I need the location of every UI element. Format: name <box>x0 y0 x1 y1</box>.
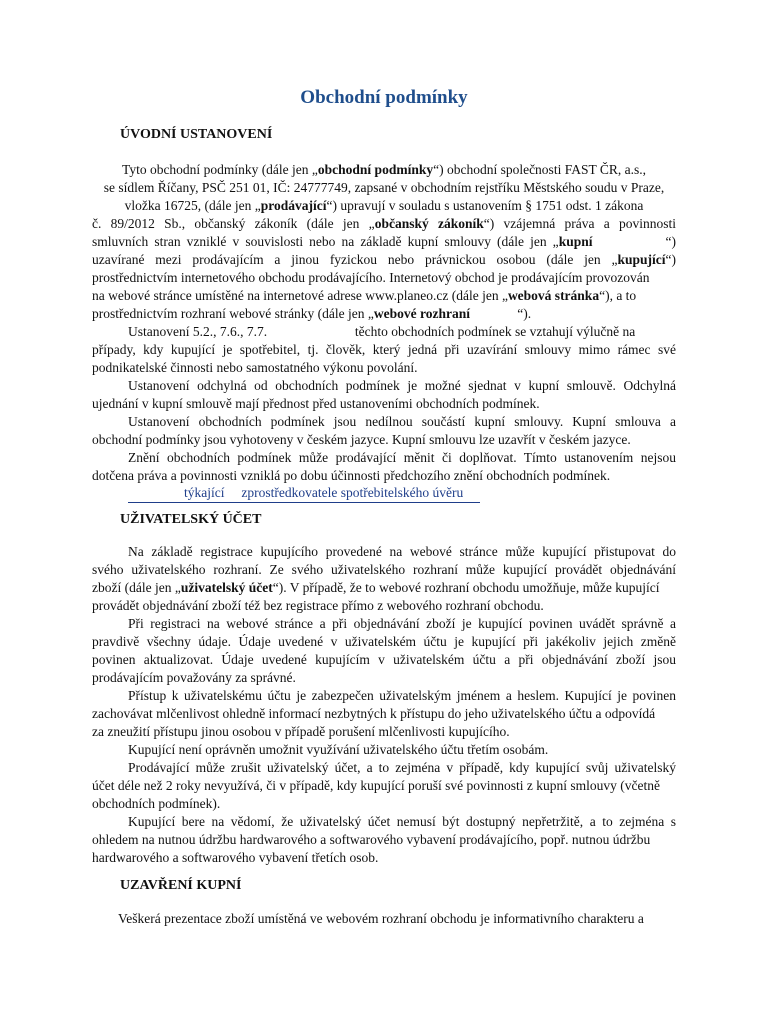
paragraph-line: uzavírané mezi prodávajícím a jinou fyzickou nebo právnickou osobou (dále jen „kupující“) <box>92 252 676 267</box>
paragraph-line: případy, kdy kupující je spotřebitel, tj. člověk, který jedná při uzavírání smlouvy mimo rámec své <box>92 342 676 357</box>
paragraph-line: podnikatelské činnosti nebo samostatného výkonu povolání. <box>92 360 418 375</box>
paragraph-line: zachovávat mlčenlivost ohledně informací nezbytných k přístupu do jeho uživatelského účtu a odpovídá <box>92 706 656 721</box>
paragraph-line: Kupující bere na vědomí, že uživatelský účet nemusí být dostupný nepřetržitě, a to zejména s <box>128 814 676 829</box>
section-heading-uzavreni-kupni: UZAVŘENÍ KUPNÍ <box>120 878 242 893</box>
section-heading-uvodni-ustanoveni: ÚVODNÍ USTANOVENÍ <box>120 127 273 142</box>
paragraph-line: hardwarového a softwarového vybavení třetích osob. <box>92 850 379 865</box>
paragraph-line: na webové stránce umístěné na internetové adrese www.planeo.cz (dále jen „webová stránka“), a to <box>92 288 637 303</box>
paragraph-line: Ustanovení obchodních podmínek jsou nedílnou součástí kupní smlouvy. Kupní smlouva a <box>128 414 676 429</box>
paragraph-line: vložka 16725, (dále jen „prodávající“) upravují v souladu s ustanovením § 1751 odst. 1 zákona <box>124 198 644 213</box>
section-heading-uzivatelsky-ucet: UŽIVATELSKÝ ÚČET <box>120 512 262 527</box>
paragraph-line: č. 89/2012 Sb., občanský zákoník (dále jen „občanský zákoník“) vzájemná práva a povinnosti <box>92 216 676 231</box>
paragraph-line: smluvních stran vzniklé v souvislosti nebo na základě kupní smlouvy (dále jen „kupní “) <box>92 234 676 249</box>
paragraph-line: Ustanovení odchylná od obchodních podmínek je možné sjednat v kupní smlouvě. Odchylná <box>128 378 676 393</box>
paragraph-line: Tyto obchodní podmínky (dále jen „obchodní podmínky“) obchodní společnosti FAST ČR, a.s., <box>122 162 646 177</box>
paragraph-line: ohledem na nutnou údržbu hardwarového a softwarového vybavení prodávajícího, popř. nutnou údržbu <box>92 832 651 847</box>
paragraph-line: prostřednictvím rozhraní webové stránky (dále jen „webové rozhraní “). <box>92 306 532 321</box>
paragraph-line: obchodní podmínky jsou vyhotoveny v českém jazyce. Kupní smlouvu lze uzavřít v českém jazyce. <box>92 432 631 447</box>
paragraph-line: ujednání v kupní smlouvě mají přednost před ustanoveními obchodních podmínek. <box>92 396 540 411</box>
paragraph-line: dotčena práva a povinnosti vzniklá po dobu účinnosti předchozího znění obchodních podmínek. <box>92 468 611 483</box>
paragraph-line: Na základě registrace kupujícího provedené na webové stránce může kupující přistupovat do <box>128 544 676 559</box>
paragraph-line: Prodávající může zrušit uživatelský účet, a to zejména v případě, kdy kupující svůj uživatelský <box>128 760 676 775</box>
paragraph-line: Přístup k uživatelskému účtu je zabezpečen uživatelským jménem a heslem. Kupující je povinen <box>128 688 676 703</box>
paragraph-line: prodávajícím považovány za správné. <box>92 670 296 685</box>
paragraph-line: Kupující není oprávněn umožnit využívání uživatelského účtu třetím osobám. <box>128 742 549 757</box>
paragraph-line: Znění obchodních podmínek může prodávající měnit či doplňovat. Tímto ustanovením nejsou <box>128 450 676 465</box>
document-title: Obchodní podmínky <box>300 87 468 108</box>
paragraph-line: zboží (dále jen „uživatelský účet“). V případě, že to webové rozhraní obchodu umožňuje, může kupující <box>92 580 660 595</box>
paragraph-line: za zneužití přístupu jinou osobou v případě porušení mlčenlivosti kupujícího. <box>92 724 510 739</box>
paragraph-line: Ustanovení 5.2., 7.6., 7.7. těchto obchodních podmínek se vztahují výlučně na <box>128 324 636 339</box>
paragraph-line: prostřednictvím internetového obchodu prodávajícího. Internetový obchod je prodávajícím provozován <box>92 270 650 285</box>
paragraph-line: obchodních podmínek). <box>92 796 221 811</box>
paragraph-line: svého uživatelského rozhraní. Ze svého uživatelského rozhraní může kupující provádět objednávání <box>92 562 676 577</box>
paragraph-line: Veškerá prezentace zboží umístěná ve webovém rozhraní obchodu je informativního charakteru a <box>118 911 644 926</box>
hyperlink-spotrebitelsky-uver[interactable]: týkající zprostředkovatele spotřebitelského úvěru <box>128 484 480 503</box>
paragraph-line: se sídlem Říčany, PSČ 251 01, IČ: 24777749, zapsané v obchodním rejstříku Městského soudu v Praze, <box>103 180 665 195</box>
paragraph-line: pravdivě všechny údaje. Údaje uvedené v uživatelském účtu je kupující při jakékoliv jejich změně <box>92 634 676 649</box>
paragraph-line: účet déle než 2 roky nevyužívá, či v případě, kdy kupující poruší své povinnosti z kupní smlouvy (včetně <box>92 778 660 793</box>
paragraph-line: provádět objednávání zboží též bez registrace přímo z webového rozhraní obchodu. <box>92 598 544 613</box>
paragraph-line: Při registraci na webové stránce a při objednávání zboží je kupující povinen uvádět správně a <box>128 616 676 631</box>
paragraph-line: povinen aktualizovat. Údaje uvedené kupujícím v uživatelském účtu a při objednávání zboží jsou <box>92 652 676 667</box>
